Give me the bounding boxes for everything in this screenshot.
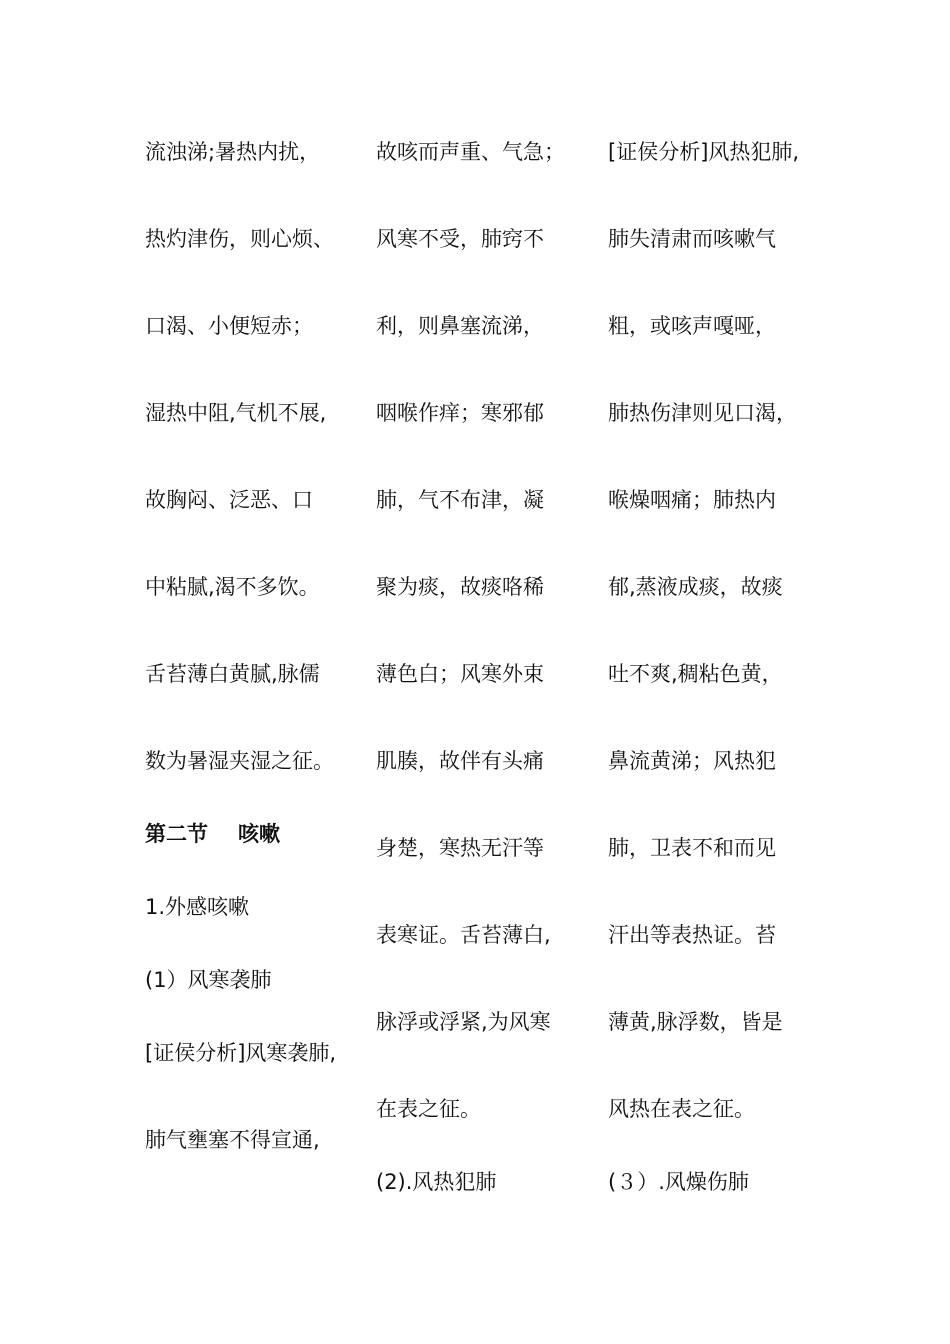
col2-line: 聚为痰，故痰咯稀 [376,575,544,599]
col1-line: 1.外感咳嗽 [145,895,250,919]
col1-line: 故胸闷、泛恶、口 [145,488,313,512]
col1-line: 湿热中阻,气机不展, [145,401,327,425]
col2-line: (2).风热犯肺 [376,1170,497,1194]
col1-line: (1）风寒袭肺 [145,968,272,992]
section-heading-label: 第二节 [145,822,208,846]
col2-line: 风寒不受，肺窍不 [376,227,544,251]
col2-line: 肺，气不布津，凝 [376,488,544,512]
col2-line: 表寒证。舌苔薄白, [376,923,551,947]
col1-line: 热灼津伤，则心烦、 [145,227,334,251]
col3-line: (３）.风燥伤肺 [608,1170,749,1194]
col3-line: 肺失清肃而咳嗽气 [608,227,776,251]
col1-line: 数为暑湿夹湿之征。 [145,749,334,773]
col2-line: 脉浮或浮紧,为风寒 [376,1010,551,1034]
col3-line: 粗，或咳声嘎哑， [608,314,776,338]
col2-line: 肌腠，故伴有头痛 [376,749,544,773]
col2-line: 咽喉作痒；寒邪郁 [376,401,544,425]
col3-line: 鼻流黄涕；风热犯 [608,749,776,773]
col2-line: 故咳而声重、气急； [376,140,565,164]
col3-line: 肺，卫表不和而见 [608,836,776,860]
col3-line: 吐不爽,稠粘色黄， [608,662,783,686]
col3-line: 肺热伤津则见口渴， [608,401,797,425]
col3-line: [证侯分析]风热犯肺, [608,140,800,164]
col1-line: 口渴、小便短赤； [145,314,313,338]
col1-line: 中粘腻,渴不多饮。 [145,575,320,599]
col3-line: 风热在表之征。 [608,1097,755,1121]
col3-line: 郁,蒸液成痰，故痰 [608,575,783,599]
col1-line: 流浊涕;暑热内扰， [145,140,321,164]
col3-line: 喉燥咽痛；肺热内 [608,488,776,512]
col1-line: 舌苔薄白黄腻,脉儒 [145,662,320,686]
col1-line: [证侯分析]风寒袭肺, [145,1041,337,1065]
col2-line: 身楚，寒热无汗等 [376,836,544,860]
col2-line: 利，则鼻塞流涕， [376,314,544,338]
col2-line: 薄色白；风寒外束 [376,662,544,686]
col3-line: 薄黄,脉浮数，皆是 [608,1010,783,1034]
section-heading [145,821,280,847]
col1-line: 肺气壅塞不得宣通, [145,1128,320,1152]
section-heading-term: 咳嗽 [238,822,280,846]
col3-line: 汗出等表热证。苔 [608,923,776,947]
col2-line: 在表之征。 [376,1097,481,1121]
